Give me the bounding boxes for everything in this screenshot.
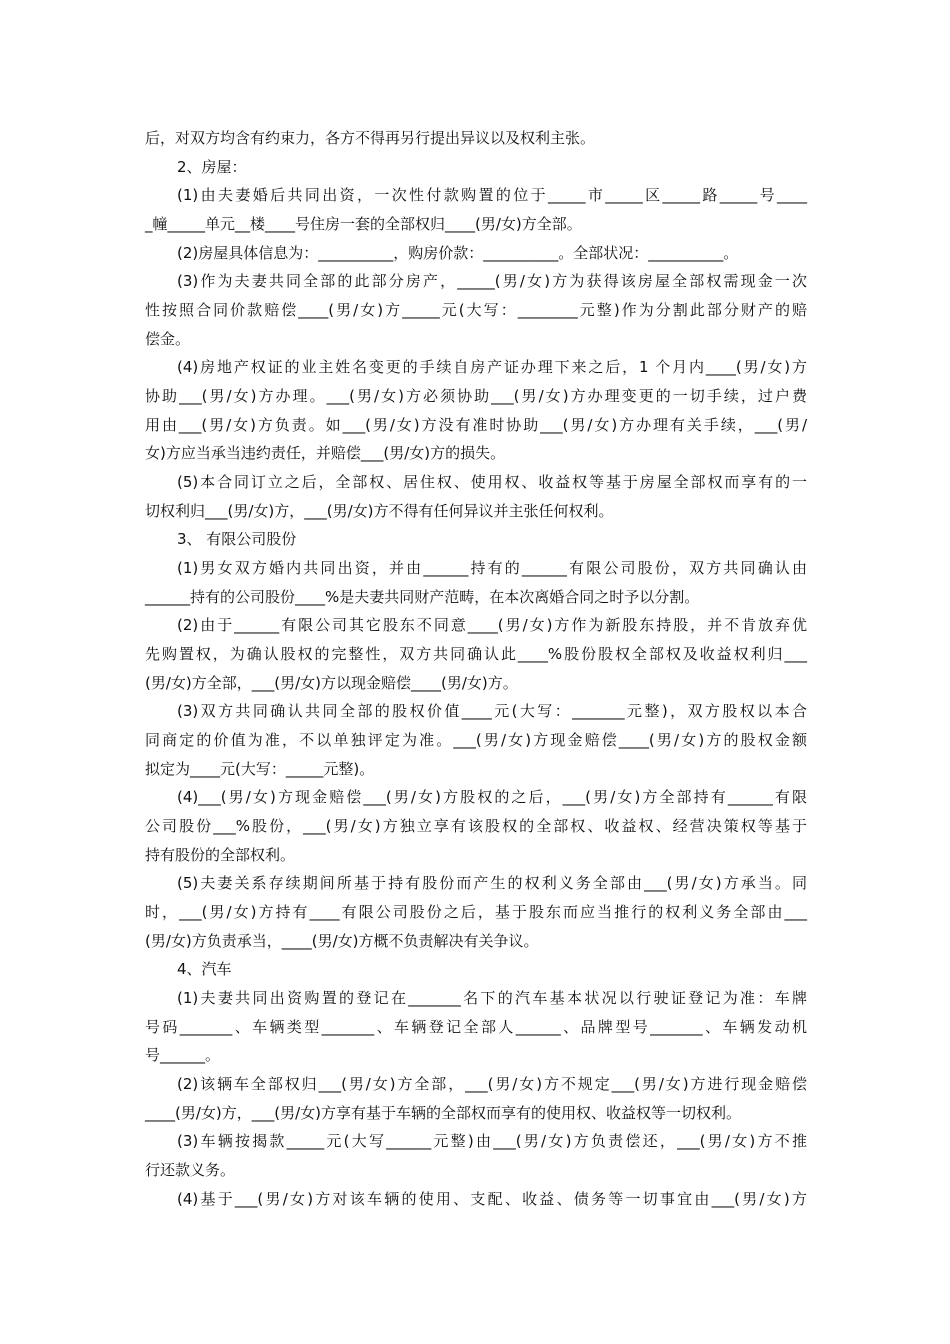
text-line: 拟定为____元(大写：_____元整)。 [145,760,375,778]
text-line: (3)车辆按揭款_____元(大写______元整)由___(男/女)方负责偿还，___(男/女)方不推 [177,1132,807,1150]
text-line: 4、汽车 [177,960,232,978]
text-line: (1)男女双方婚内共同出资，并由______持有的______有限公司股份，双方共同确认由 [177,559,807,577]
text-line: (3)作为夫妻共同全部的此部分房产，_____(男/女)方为获得该房屋全部权需现金一次 [177,272,807,290]
text-line: ______持有的公司股份____%是夫妻共同财产范畴，在本次离婚合同之时予以分割。 [145,588,700,606]
text-line: 用由___(男/女)方负责。如___(男/女)方没有准时协助___(男/女)方办理有关手续，___(男/ [145,416,807,434]
text-line: 先购置权，为确认股权的完整性，双方共同确认此____%股份股权全部权及收益权利归___ [145,645,807,663]
text-line: (4)基于___(男/女)方对该车辆的使用、支配、收益、债务等一切事宜由___(男/女)方 [177,1190,807,1208]
text-line: (5)本合同订立之后，全部权、居住权、使用权、收益权等基于房屋全部权而享有的一 [177,473,807,491]
text-line: 持有股份的全部权利。 [145,846,296,864]
text-line: 同商定的价值为准，不以单独评定为准。___(男/女)方现金赔偿____(男/女)方的股权金额 [145,731,807,749]
text-line: (5)夫妻关系存续期间所基于持有股份而产生的权利义务全部由___(男/女)方承当。同 [177,874,807,892]
text-line: 号______。 [145,1046,221,1064]
text-line: (1)夫妻共同出资购置的登记在_______名下的汽车基本状况以行驶证登记为准：车牌 [177,989,807,1007]
text-line: (4)___(男/女)方现金赔偿___(男/女)方股权的之后，___(男/女)方全部持有______有限 [177,788,807,806]
text-line: (男/女)方全部，___(男/女)方以现金赔偿____(男/女)方。 [145,674,518,692]
text-line: 协助___(男/女)方办理。___(男/女)方必须协助___(男/女)方办理变更的一切手续，过户费 [145,387,807,405]
text-line: (1)由夫妻婚后共同出资，一次性付款购置的位于_____市_____区_____路_____号____ [177,186,807,204]
text-line: 时，___(男/女)方持有____有限公司股份之后，基于股东而应当推行的权利义务全部由___ [145,903,807,921]
text-line: 女)方应当承当违约责任，并赔偿___(男/女)方的损失。 [145,444,506,462]
text-line: (2)该辆车全部权归___(男/女)方全部，___(男/女)方不规定___(男/女)方进行现金赔偿 [177,1075,807,1093]
text-line: (4)房地产权证的业主姓名变更的手续自房产证办理下来之后，1 个月内____(男/女)方 [177,358,807,376]
text-line: 号码_______、车辆类型_______、车辆登记全部人______、品牌型号_______、车辆发动机 [145,1018,807,1036]
text-line: 切权利归___(男/女)方，___(男/女)方不得有任何异议并主张任何权利。 [145,502,614,520]
text-line: 性按照合同价款赔偿____(男/女)方_____元(大写：________元整)作为分割此部分财产的赔 [145,301,807,319]
text-line: 3、 有限公司股份 [177,530,297,548]
text-line: 后，对双方均含有约束力，各方不得再另行提出异议以及权利主张。 [145,129,596,147]
text-line: 偿金。 [145,330,191,348]
text-line: ____(男/女)方，___(男/女)方享有基于车辆的全部权而享有的使用权、收益权等一切权利。 [145,1104,742,1122]
text-line: 2、房屋： [177,158,247,176]
text-line: 行还款义务。 [145,1161,236,1179]
text-line: 公司股份___%股份，___(男/女)方独立享有该股权的全部权、收益权、经营决策权等基于 [145,817,807,835]
text-line: _幢_____单元__楼____号住房一套的全部权归____(男/女)方全部。 [145,215,582,233]
text-line: (2)房屋具体信息为：__________，购房价款：__________。全部状况：__________。 [177,244,739,262]
text-line: (男/女)方负责承当，____(男/女)方概不负责解决有关争议。 [145,932,539,950]
text-line: (3)双方共同确认共同全部的股权价值____元(大写：_______元整)，双方股权以本合 [177,702,807,720]
text-line: (2)由于______有限公司其它股东不同意____(男/女)方作为新股东持股，并不肯放弃优 [177,616,807,634]
